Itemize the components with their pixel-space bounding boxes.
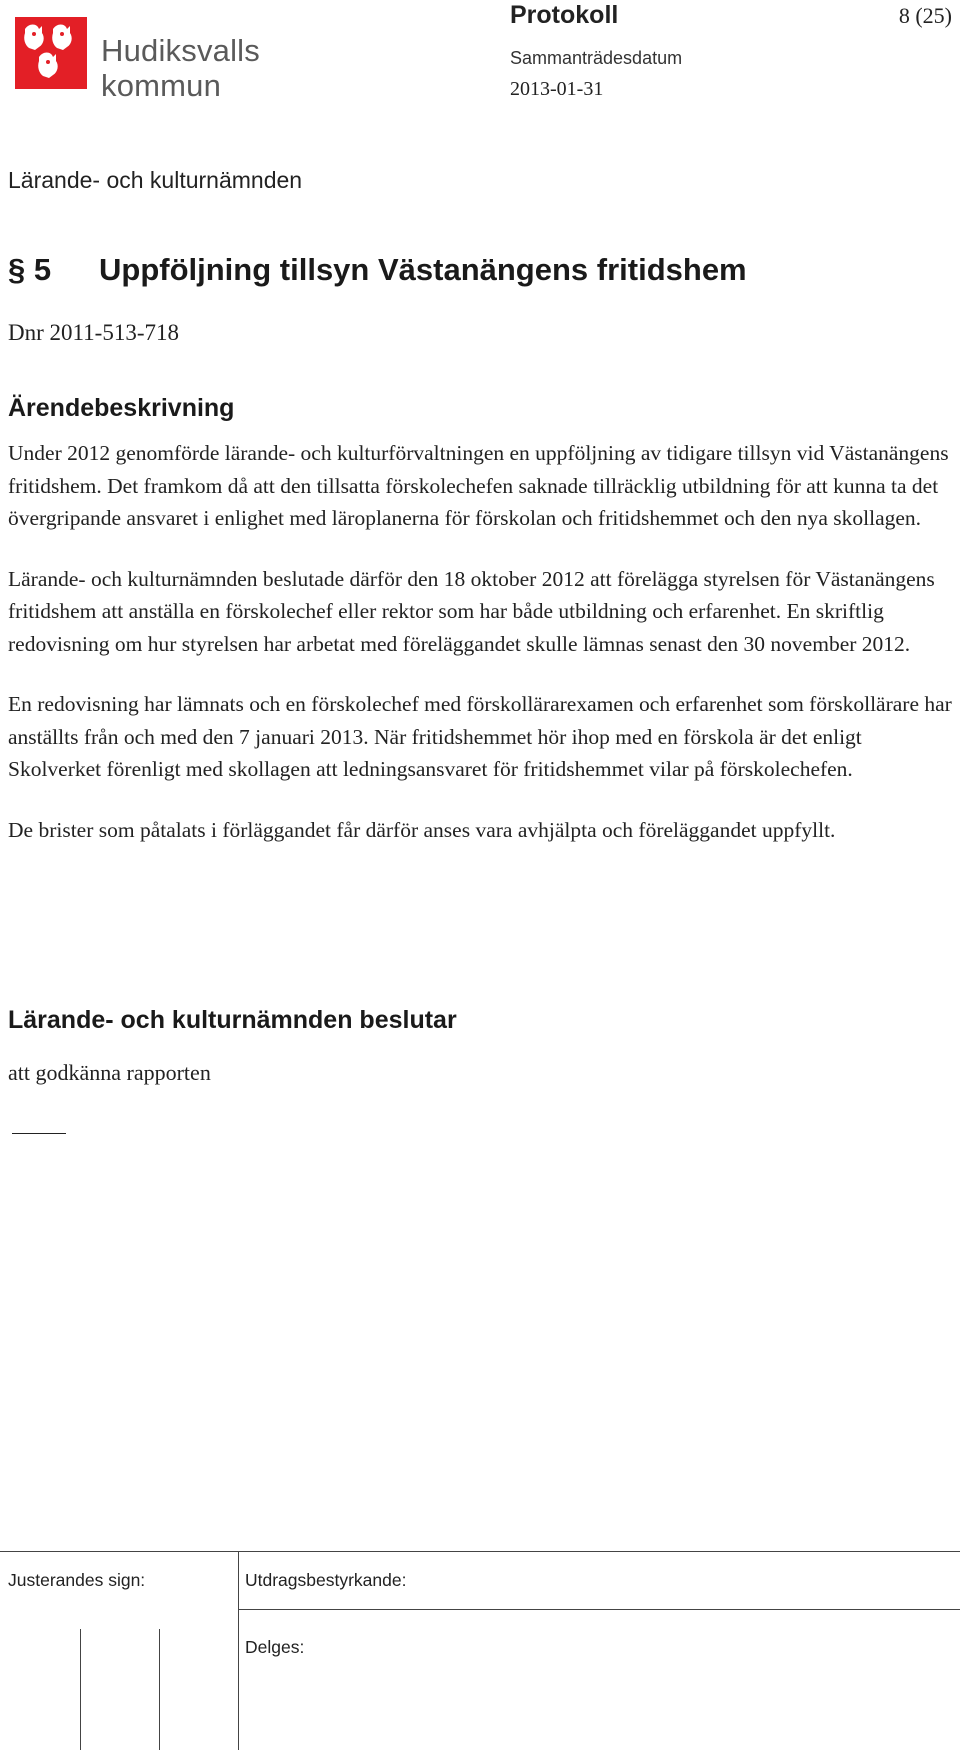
utdragsbestyrkande-label: Utdragsbestyrkande:	[245, 1570, 407, 1590]
footer-top-rule	[0, 1551, 960, 1552]
footer-row-rule	[238, 1609, 960, 1610]
doc-type: Protokoll	[510, 1, 619, 29]
coat-of-arms-icon	[15, 17, 87, 89]
logo-line2: kommun	[101, 68, 222, 103]
decision-heading: Lärande- och kulturnämnden beslutar	[8, 1006, 457, 1034]
paragraph: Under 2012 genomförde lärande- och kulturförvaltningen en uppföljning av tidigare tillsyn vid Västanängens fritidshem. Det framkom då att den tillsatta förskolechefen saknade tillräcklig utbildning för att kunna ta det övergripande ansvaret i enlighet med läroplanerna för förskolan och fritidshemmet och den nya skollagen.	[8, 441, 949, 530]
decision-text: att godkänna rapporten	[8, 1060, 211, 1085]
hudiksvall-logo	[15, 17, 260, 103]
signature-footer	[0, 1551, 960, 1750]
justerandes-sign-label: Justerandes sign:	[8, 1570, 146, 1590]
description-body	[8, 437, 953, 874]
delges-label: Delges:	[245, 1637, 305, 1657]
meeting-date: 2013-01-31	[510, 78, 604, 100]
diary-number: Dnr 2011-513-718	[8, 320, 179, 345]
sign-box-divider	[159, 1629, 160, 1750]
section-heading	[8, 252, 747, 288]
committee-name: Lärande- och kulturnämnden	[8, 167, 303, 193]
page-number: 8 (25)	[898, 3, 952, 28]
sign-box-divider	[80, 1629, 81, 1750]
footer-divider	[238, 1551, 239, 1750]
section-number: § 5	[8, 252, 52, 287]
closing-rule	[12, 1133, 66, 1134]
description-heading: Ärendebeskrivning	[8, 394, 235, 422]
paragraph: De brister som påtalats i förläggandet får därför anses vara avhjälpta och föreläggandet uppfyllt.	[8, 817, 836, 842]
section-title: Uppföljning tillsyn Västanängens fritidshem	[99, 252, 747, 287]
paragraph: En redovisning har lämnats och en förskolechef med förskollärarexamen och erfarenhet som förskollärare har anställts från och med den 7 januari 2013. När fritidshemmet hör ihop med en förskola är det enligt Skolverket förenligt med skollagen att ledningsansvaret för fritidshemmet vilar på förskolechefen.	[8, 692, 952, 781]
paragraph: Lärande- och kulturnämnden beslutade därför den 18 oktober 2012 att förelägga styrelsen för Västanängens fritidshem att anställa en förskolechef eller rektor som har både utbildning och erfarenhet. En skriftlig redovisning om hur styrelsen har arbetat med föreläggandet skulle lämnas senast den 30 november 2012.	[8, 566, 935, 656]
logo-line1: Hudiksvalls	[101, 33, 260, 68]
meeting-date-label: Sammanträdesdatum	[510, 48, 683, 68]
